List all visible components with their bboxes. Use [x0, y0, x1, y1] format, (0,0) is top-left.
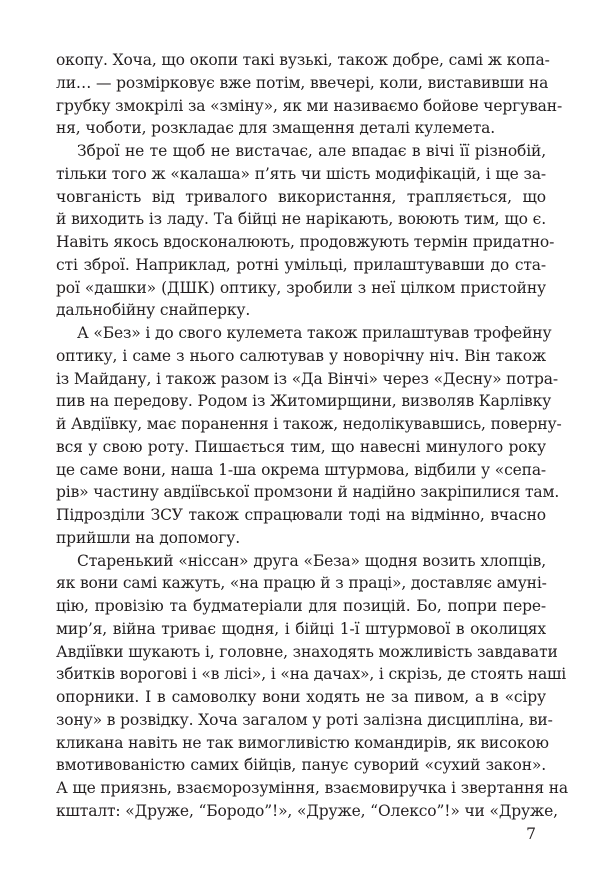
text-line: човганість від тривалого використання, трапляється, що — [56, 187, 546, 206]
text-line: рої «дашки» (ДШК) оптику, зробили з неї цілком пристойну — [56, 278, 546, 297]
text-line: оптику, і саме з нього салютував у новорічну ніч. Він також — [56, 346, 546, 365]
text-line: дальнобійну снайперку. — [56, 301, 251, 320]
text-line: й виходить із ладу. Та бійці не нарікають, воюють тим, що є. — [56, 210, 546, 229]
text-line: мир’я, війна триває щодня, і бійці 1-ї штурмової в околицях — [56, 619, 546, 638]
text-line: окопу. Хоча, що окопи такі вузькі, також добре, самі ж копа- — [56, 51, 550, 69]
text-line: ли… — розмірковує вже потім, ввечері, коли, виставивши на — [56, 73, 549, 92]
text-line: зону» в розвідку. Хоча загалом у роті залізна дисципліна, ви- — [56, 710, 553, 729]
text-line: кликана навіть не так вимогливістю командирів, як високою — [56, 733, 549, 752]
body-text — [56, 49, 568, 823]
text-line: сті зброї. Наприклад, ротні умільці, прилаштувавши до ста- — [56, 255, 546, 274]
text-line: збитків ворогові і «в лісі», і «на дачах», і скрізь, де стоять наші — [56, 665, 567, 684]
text-line: цію, провізію та будматеріали для позицій. Бо, попри пере- — [56, 597, 546, 615]
page-number: 7 — [526, 825, 536, 843]
paragraph — [56, 322, 562, 550]
text-line: тільки того ж «калаша» п’ять чи шість модифікацій, і ще за- — [56, 164, 546, 183]
text-line: Старенький «ніссан» друга «Беза» щодня возить хлопців, — [77, 551, 546, 570]
text-line: це саме вони, наша 1-ша окрема штурмова, відбили у «сепа- — [56, 460, 546, 479]
text-line: кшталт: «Друже, “Бородо”!», «Друже, “Олексо”!» чи «Друже, — [56, 801, 558, 820]
text-line: опорники. І в самоволку вони ходять не за пивом, а в «сіру — [56, 688, 546, 706]
text-line: ня, чоботи, розкладає для змащення деталі кулемета. — [56, 119, 496, 138]
text-line: Підрозділи ЗСУ також спрацювали тоді на відмінно, вчасно — [56, 506, 546, 524]
text-line: рів» частину авдіївської промзони й надійно закріпилися там. — [56, 483, 560, 502]
text-line: Навіть якось вдосконалюють, продовжують термін придатно- — [56, 233, 555, 251]
text-line: вся у свою роту. Пишається тим, що навесні минулого року — [56, 437, 546, 456]
paragraph — [56, 140, 555, 322]
text-line: вмотивованістю самих бійців, панує суворий «сухий закон». — [56, 756, 546, 775]
text-line: А «Без» і до свого кулемета також прилаштував трофейну — [77, 324, 552, 342]
text-line: й Авдіївку, має поранення і також, недолікувавшись, поверну- — [56, 415, 562, 433]
text-line: Зброї не те щоб не вистачає, але впадає в вічі її різнобій, — [77, 142, 546, 160]
text-line: Авдіївки шукають і, головне, знаходять можливість завдавати — [56, 642, 558, 661]
paragraph — [56, 550, 568, 823]
text-line: прийшли на допомогу. — [56, 528, 241, 547]
text-line: грубку змокрілі за «зміну», як ми називаємо бойове чергуван- — [56, 96, 563, 115]
text-line: пив на передову. Родом із Житомирщини, визволяв Карлівку — [56, 392, 552, 411]
text-line: як вони самі кажуть, «на працю й з праці», доставляє амуні- — [56, 574, 547, 593]
text-line: А ще приязнь, взаєморозуміння, взаємовиручка і звертання на — [56, 779, 568, 797]
paragraph — [56, 49, 563, 140]
text-line: із Майдану, і також разом із «Да Вінчі» через «Десну» потра- — [56, 369, 558, 388]
